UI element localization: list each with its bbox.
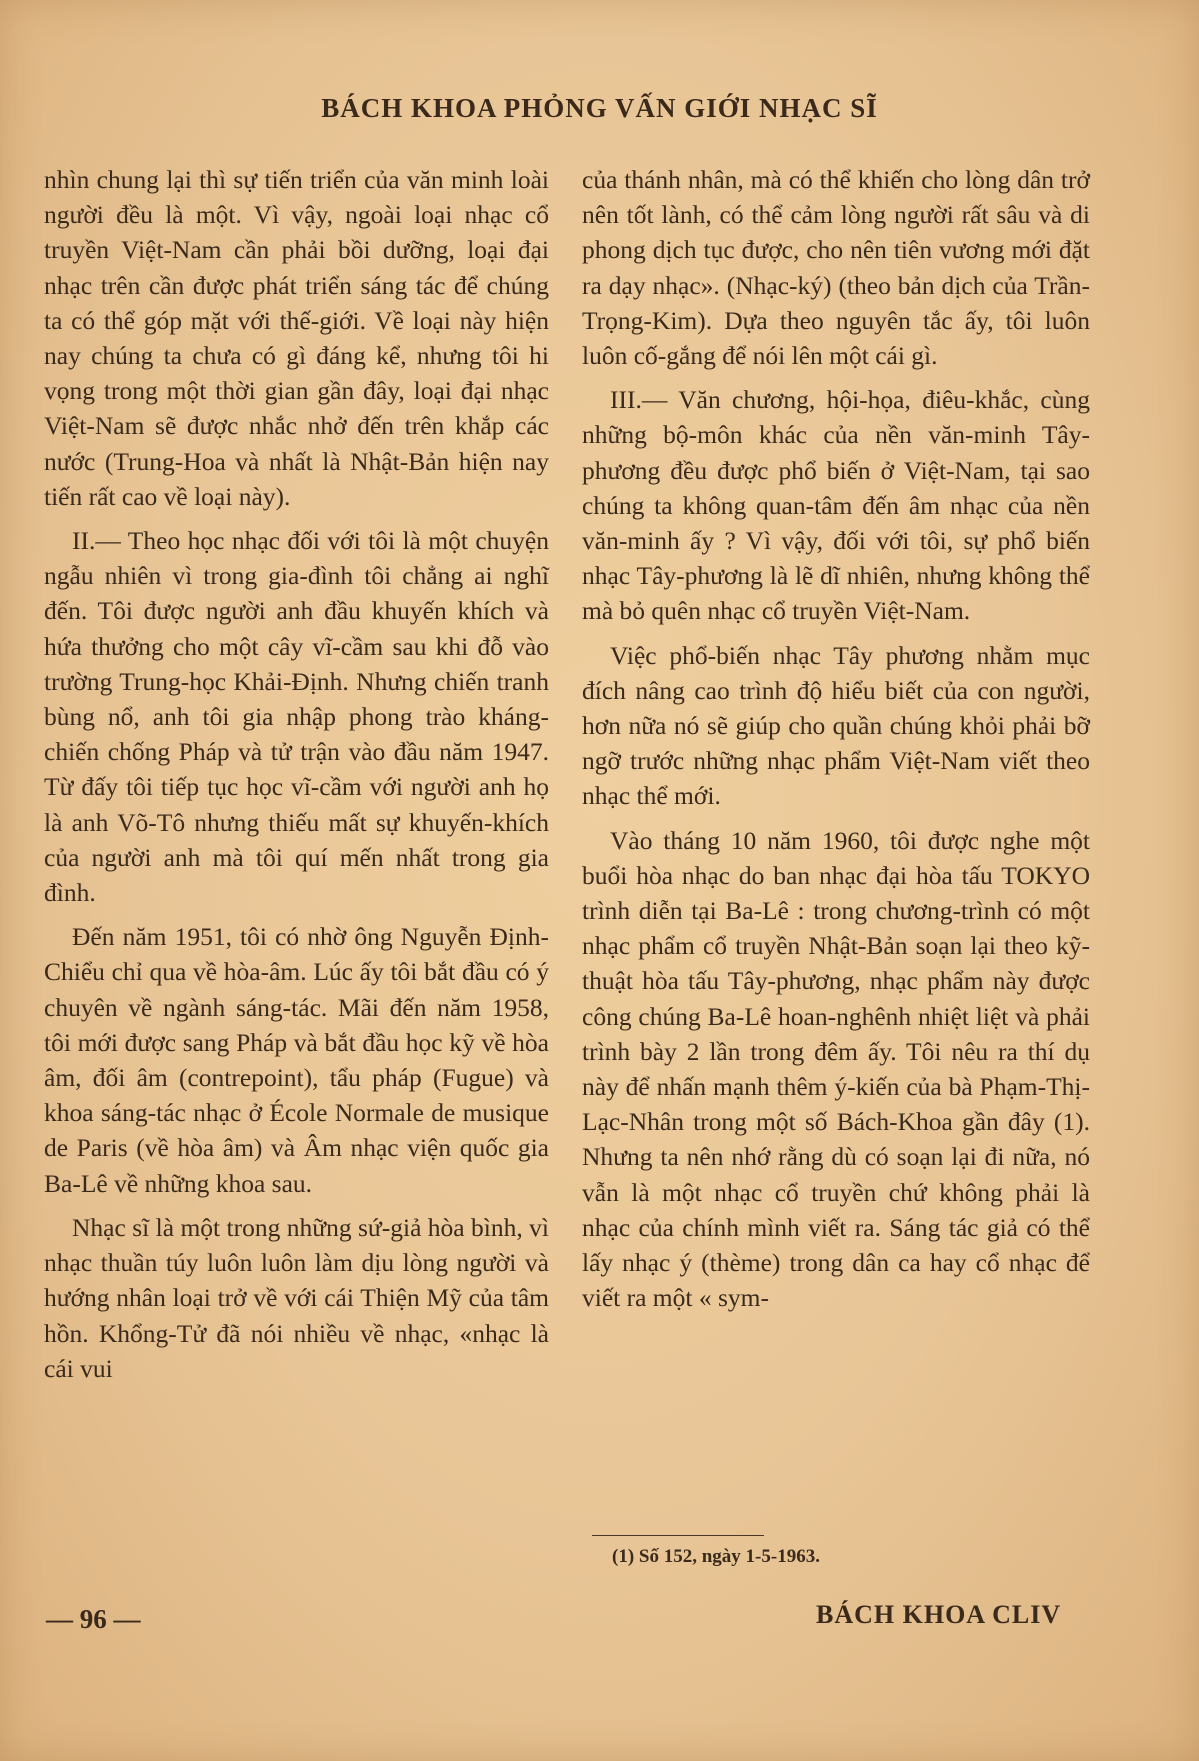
page-header: BÁCH KHOA PHỎNG VẤN GIỚI NHẠC SĨ xyxy=(321,93,878,123)
paragraph: Vào tháng 10 năm 1960, tôi được nghe một buổi hòa nhạc do ban nhạc đại hòa tấu TOKYO trình diễn tại Ba-Lê : trong chương-trình có một nhạc phẩm cổ truyền Nhật-Bản soạn lại theo kỹ-thuật hòa tấu Tây-phương, nhạc phẩm này được công chúng Ba-Lê hoan-nghênh nhiệt liệt và phải trình bày 2 lần trong đêm ấy. Tôi nêu ra thí dụ này để nhấn mạnh thêm ý-kiến của bà Phạm-Thị-Lạc-Nhân trong một số Bách-Khoa gần đây (1). Nhưng ta nên nhớ rằng dù có soạn lại đi nữa, nó vẫn là một nhạc cổ truyền chứ không phải là nhạc của chính mình viết ra. Sáng tác giả có thể lấy nhạc ý (thème) trong dân ca hay cổ nhạc để viết ra một « sym- xyxy=(582,825,1090,1313)
page-number: — 96 — xyxy=(46,1604,141,1634)
paragraph: Nhạc sĩ là một trong những sứ-giả hòa bình, vì nhạc thuần túy luôn luôn làm dịu lòng người và hướng nhân loại trở về với cái Thiện Mỹ của tâm hồn. Khổng-Tử đã nói nhiều về nhạc, «nhạc là cái vui xyxy=(44,1212,549,1383)
footnote-divider xyxy=(592,1535,764,1536)
paragraph: Việc phổ-biến nhạc Tây phương nhằm mục đích nâng cao trình độ hiểu biết của con người, hơn nữa nó sẽ giúp cho quần chúng khỏi phải bỡ ngỡ trước những nhạc phẩm Việt-Nam viết theo nhạc thể mới. xyxy=(582,640,1090,811)
paragraph: Đến năm 1951, tôi có nhờ ông Nguyễn Định-Chiểu chỉ qua về hòa-âm. Lúc ấy tôi bắt đầu có ý chuyên về ngành sáng-tác. Mãi đến năm 1958, tôi mới được sang Pháp và bắt đầu học kỹ về hòa âm, đối âm (contrepoint), tẩu pháp (Fugue) và khoa sáng-tác nhạc ở École Normale de musique de Paris (về hòa âm) và Âm nhạc viện quốc gia Ba-Lê về những khoa sau. xyxy=(44,922,549,1198)
footnote: (1) Số 152, ngày 1-5-1963. xyxy=(612,1546,820,1567)
right-column xyxy=(582,162,1090,1325)
running-footer: BÁCH KHOA CLIV xyxy=(816,1600,1062,1629)
paragraph: nhìn chung lại thì sự tiến triển của văn minh loài người đều là một. Vì vậy, ngoài loại nhạc cổ truyền Việt-Nam cần phải bồi dưỡng, loại đại nhạc trên cần được phát triển sáng tác để chúng ta có thể góp mặt với thế-giới. Về loại này hiện nay chúng ta chưa có gì đáng kể, nhưng tôi hi vọng trong một thời gian gần đây, loại đại nhạc Việt-Nam sẽ được nhắc nhở đến trên khắp các nước (Trung-Hoa và nhất là Nhật-Bản hiện nay tiến rất cao về loại này). xyxy=(44,165,549,511)
paragraph: của thánh nhân, mà có thể khiến cho lòng dân trở nên tốt lành, có thể cảm lòng người rất sâu và di phong dịch tục được, cho nên tiên vương mới đặt ra dạy nhạc». (Nhạc-ký) (theo bản dịch của Trần-Trọng-Kim). Dựa theo nguyên tắc ấy, tôi luôn luôn cố-gắng để nói lên một cái gì. xyxy=(582,165,1090,371)
paragraph: II.— Theo học nhạc đối với tôi là một chuyện ngẫu nhiên vì trong gia-đình tôi chẳng ai nghĩ đến. Tôi được người anh đầu khuyến khích và hứa thưởng cho một cây vĩ-cầm sau khi đỗ vào trường Trung-học Khải-Định. Nhưng chiến tranh bùng nổ, anh tôi gia nhập phong trào kháng-chiến chống Pháp và tử trận vào đầu năm 1947. Từ đấy tôi tiếp tục học vĩ-cầm với người anh họ là anh Võ-Tô nhưng thiếu mất sự khuyến-khích của người anh mà tôi quí mến nhất trong gia đình. xyxy=(44,526,549,908)
left-column xyxy=(44,162,549,1395)
paragraph: III.— Văn chương, hội-họa, điêu-khắc, cùng những bộ-môn khác của nền văn-minh Tây-phương đều được phổ biến ở Việt-Nam, tại sao chúng ta không quan-tâm đến âm nhạc của nền văn-minh ấy ? Vì vậy, đối với tôi, sự phổ biến nhạc Tây-phương là lẽ dĩ nhiên, nhưng không thể mà bỏ quên nhạc cổ truyền Việt-Nam. xyxy=(582,385,1090,626)
